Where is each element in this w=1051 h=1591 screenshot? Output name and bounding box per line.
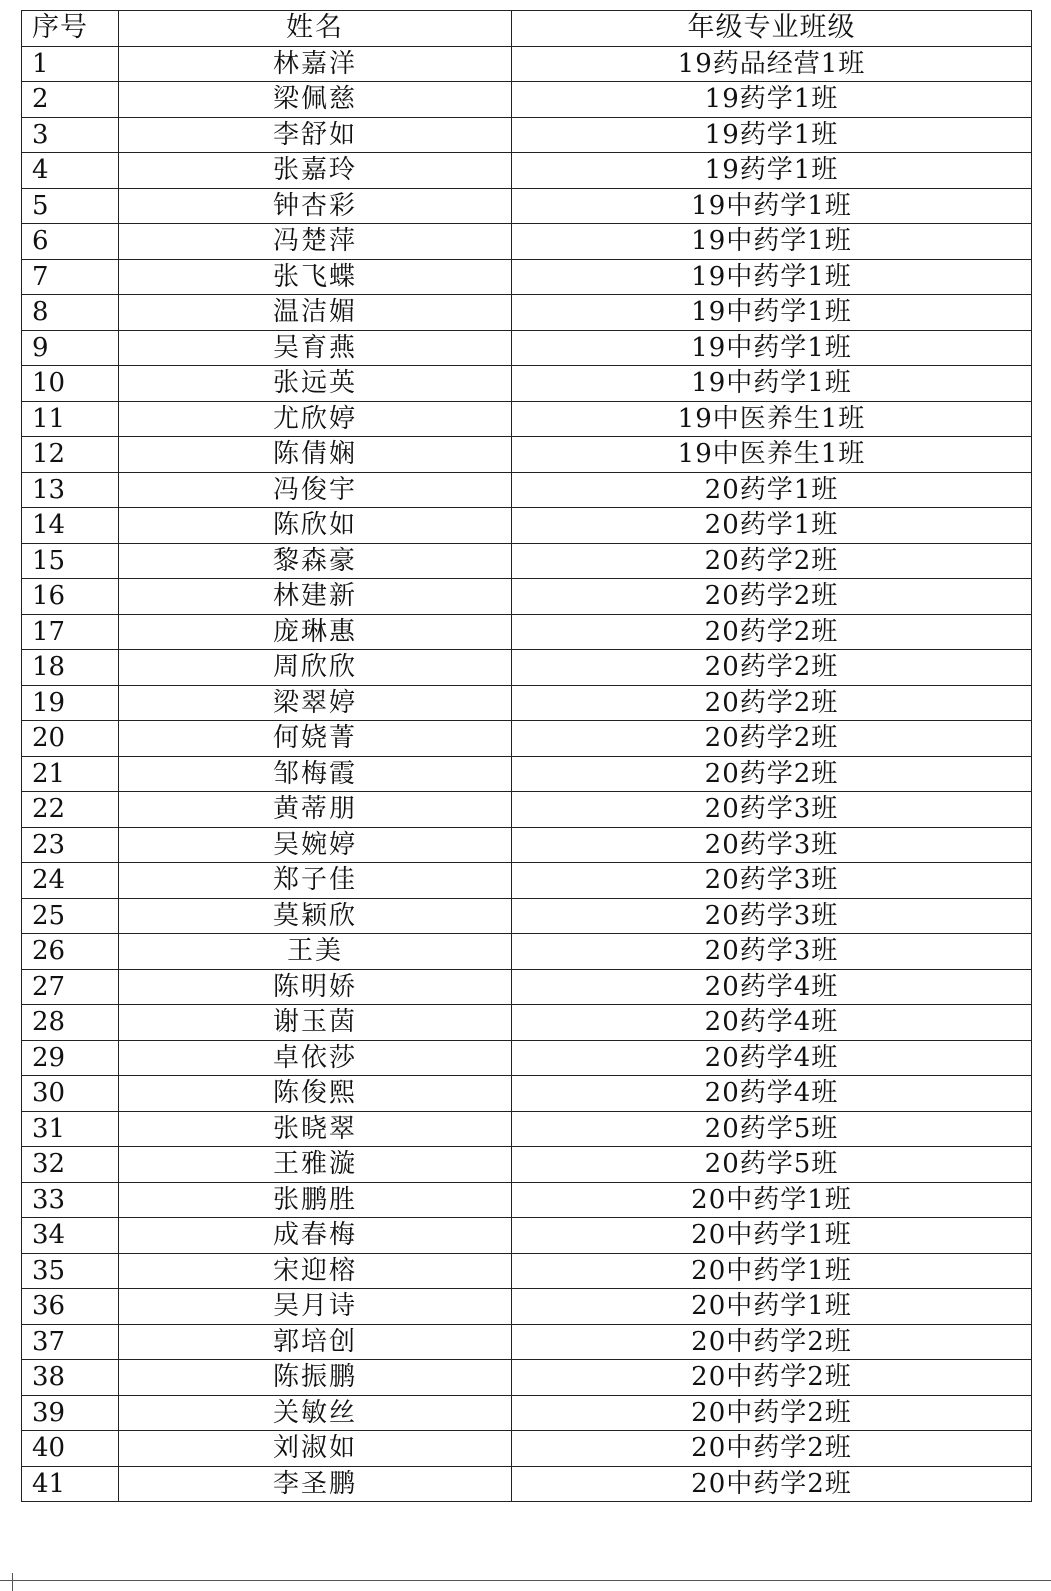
header-index: 序号	[22, 11, 119, 47]
table-row	[22, 969, 1032, 1005]
row-index-cell: 1	[22, 46, 119, 82]
row-index-cell: 3	[22, 117, 119, 153]
row-index-cell: 33	[22, 1182, 119, 1218]
table-row	[22, 82, 1032, 118]
table-row	[22, 153, 1032, 189]
row-name-cell: 黄蒂朋	[119, 792, 512, 828]
table-row	[22, 259, 1032, 295]
table-row	[22, 1431, 1032, 1467]
row-class-cell: 20中药学2班	[512, 1324, 1032, 1360]
table-row	[22, 295, 1032, 331]
page-bottom-rule	[0, 1580, 1051, 1581]
row-name-cell: 关敏丝	[119, 1395, 512, 1431]
row-class-cell: 20中药学2班	[512, 1431, 1032, 1467]
row-class-cell: 19药学1班	[512, 82, 1032, 118]
row-index-cell: 24	[22, 863, 119, 899]
table-row	[22, 1360, 1032, 1396]
row-name-cell: 林嘉洋	[119, 46, 512, 82]
row-index-cell: 30	[22, 1076, 119, 1112]
row-index-cell: 39	[22, 1395, 119, 1431]
row-class-cell: 19中药学1班	[512, 224, 1032, 260]
row-class-cell: 20中药学1班	[512, 1289, 1032, 1325]
table-row	[22, 685, 1032, 721]
row-name-cell: 莫颖欣	[119, 898, 512, 934]
table-row	[22, 224, 1032, 260]
row-name-cell: 张嘉玲	[119, 153, 512, 189]
row-name-cell: 郑子佳	[119, 863, 512, 899]
row-class-cell: 20药学4班	[512, 1005, 1032, 1041]
row-class-cell: 19中药学1班	[512, 366, 1032, 402]
row-index-cell: 15	[22, 543, 119, 579]
row-name-cell: 张晓翠	[119, 1111, 512, 1147]
row-index-cell: 26	[22, 934, 119, 970]
row-index-cell: 20	[22, 721, 119, 757]
row-index-cell: 25	[22, 898, 119, 934]
row-class-cell: 20药学3班	[512, 934, 1032, 970]
row-name-cell: 梁佩慈	[119, 82, 512, 118]
row-class-cell: 20药学1班	[512, 508, 1032, 544]
row-index-cell: 28	[22, 1005, 119, 1041]
row-index-cell: 8	[22, 295, 119, 331]
row-class-cell: 20中药学1班	[512, 1182, 1032, 1218]
row-class-cell: 20药学4班	[512, 1076, 1032, 1112]
row-name-cell: 谢玉茵	[119, 1005, 512, 1041]
row-class-cell: 20药学2班	[512, 685, 1032, 721]
table-row	[22, 508, 1032, 544]
row-index-cell: 41	[22, 1466, 119, 1502]
row-name-cell: 陈明娇	[119, 969, 512, 1005]
row-name-cell: 陈倩娴	[119, 437, 512, 473]
table-row	[22, 1182, 1032, 1218]
row-class-cell: 20药学5班	[512, 1147, 1032, 1183]
row-name-cell: 张鹏胜	[119, 1182, 512, 1218]
row-name-cell: 吴育燕	[119, 330, 512, 366]
row-name-cell: 冯楚萍	[119, 224, 512, 260]
table-row	[22, 543, 1032, 579]
row-index-cell: 38	[22, 1360, 119, 1396]
table-row	[22, 46, 1032, 82]
table-row	[22, 1076, 1032, 1112]
row-class-cell: 20药学5班	[512, 1111, 1032, 1147]
row-class-cell: 20中药学2班	[512, 1360, 1032, 1396]
row-name-cell: 冯俊宇	[119, 472, 512, 508]
row-class-cell: 19中医养生1班	[512, 401, 1032, 437]
table-row	[22, 614, 1032, 650]
row-name-cell: 郭培创	[119, 1324, 512, 1360]
table-row	[22, 117, 1032, 153]
row-index-cell: 2	[22, 82, 119, 118]
row-index-cell: 6	[22, 224, 119, 260]
row-class-cell: 19中药学1班	[512, 188, 1032, 224]
table-row	[22, 1147, 1032, 1183]
table-row	[22, 756, 1032, 792]
row-index-cell: 40	[22, 1431, 119, 1467]
row-class-cell: 20药学3班	[512, 898, 1032, 934]
row-name-cell: 陈俊熙	[119, 1076, 512, 1112]
row-class-cell: 20药学2班	[512, 579, 1032, 615]
row-class-cell: 20药学3班	[512, 792, 1032, 828]
row-index-cell: 27	[22, 969, 119, 1005]
row-class-cell: 20中药学2班	[512, 1466, 1032, 1502]
table-row	[22, 472, 1032, 508]
row-index-cell: 14	[22, 508, 119, 544]
table-row	[22, 1324, 1032, 1360]
row-index-cell: 16	[22, 579, 119, 615]
table-row	[22, 188, 1032, 224]
row-index-cell: 12	[22, 437, 119, 473]
table-row	[22, 650, 1032, 686]
row-index-cell: 34	[22, 1218, 119, 1254]
row-name-cell: 吴月诗	[119, 1289, 512, 1325]
row-class-cell: 20药学1班	[512, 472, 1032, 508]
row-index-cell: 13	[22, 472, 119, 508]
row-class-cell: 20药学2班	[512, 650, 1032, 686]
table-row	[22, 1289, 1032, 1325]
table-row	[22, 401, 1032, 437]
row-index-cell: 36	[22, 1289, 119, 1325]
table-row	[22, 1005, 1032, 1041]
table-row	[22, 721, 1032, 757]
row-class-cell: 20中药学1班	[512, 1253, 1032, 1289]
row-class-cell: 20药学2班	[512, 721, 1032, 757]
row-index-cell: 18	[22, 650, 119, 686]
row-name-cell: 周欣欣	[119, 650, 512, 686]
row-name-cell: 邹梅霞	[119, 756, 512, 792]
row-name-cell: 宋迎榕	[119, 1253, 512, 1289]
row-class-cell: 20药学2班	[512, 614, 1032, 650]
row-name-cell: 李舒如	[119, 117, 512, 153]
table-row	[22, 437, 1032, 473]
row-name-cell: 陈振鹏	[119, 1360, 512, 1396]
row-index-cell: 7	[22, 259, 119, 295]
table-row	[22, 934, 1032, 970]
row-index-cell: 32	[22, 1147, 119, 1183]
row-class-cell: 19药学1班	[512, 153, 1032, 189]
row-index-cell: 29	[22, 1040, 119, 1076]
table-row	[22, 898, 1032, 934]
row-class-cell: 20药学2班	[512, 543, 1032, 579]
row-name-cell: 梁翠婷	[119, 685, 512, 721]
table-row	[22, 1395, 1032, 1431]
row-name-cell: 王雅漩	[119, 1147, 512, 1183]
row-class-cell: 20药学3班	[512, 827, 1032, 863]
row-class-cell: 20中药学2班	[512, 1395, 1032, 1431]
row-name-cell: 黎森豪	[119, 543, 512, 579]
table-row	[22, 863, 1032, 899]
table-row	[22, 1466, 1032, 1502]
row-name-cell: 陈欣如	[119, 508, 512, 544]
row-name-cell: 张远英	[119, 366, 512, 402]
row-index-cell: 19	[22, 685, 119, 721]
row-name-cell: 庞琳惠	[119, 614, 512, 650]
row-class-cell: 19药学1班	[512, 117, 1032, 153]
row-name-cell: 尤欣婷	[119, 401, 512, 437]
row-class-cell: 20药学4班	[512, 969, 1032, 1005]
row-name-cell: 李圣鹏	[119, 1466, 512, 1502]
row-index-cell: 10	[22, 366, 119, 402]
table-row	[22, 1253, 1032, 1289]
row-name-cell: 钟杏彩	[119, 188, 512, 224]
table-row	[22, 579, 1032, 615]
row-index-cell: 9	[22, 330, 119, 366]
table-row	[22, 1218, 1032, 1254]
row-index-cell: 31	[22, 1111, 119, 1147]
row-name-cell: 温洁媚	[119, 295, 512, 331]
table-row	[22, 1111, 1032, 1147]
table-row	[22, 366, 1032, 402]
row-index-cell: 23	[22, 827, 119, 863]
row-name-cell: 吴婉婷	[119, 827, 512, 863]
row-class-cell: 20药学3班	[512, 863, 1032, 899]
row-class-cell: 19药品经营1班	[512, 46, 1032, 82]
table-row	[22, 827, 1032, 863]
table-row	[22, 792, 1032, 828]
table-row	[22, 1040, 1032, 1076]
row-index-cell: 37	[22, 1324, 119, 1360]
row-index-cell: 4	[22, 153, 119, 189]
row-name-cell: 林建新	[119, 579, 512, 615]
table-body	[22, 46, 1032, 1502]
header-class: 年级专业班级	[512, 11, 1032, 47]
row-index-cell: 35	[22, 1253, 119, 1289]
header-row	[22, 11, 1032, 47]
row-class-cell: 20药学2班	[512, 756, 1032, 792]
table-row	[22, 330, 1032, 366]
row-index-cell: 21	[22, 756, 119, 792]
page-corner-mark	[12, 1573, 13, 1591]
row-class-cell: 19中药学1班	[512, 259, 1032, 295]
header-name: 姓名	[119, 11, 512, 47]
row-class-cell: 20中药学1班	[512, 1218, 1032, 1254]
row-index-cell: 22	[22, 792, 119, 828]
row-class-cell: 19中医养生1班	[512, 437, 1032, 473]
row-class-cell: 19中药学1班	[512, 295, 1032, 331]
row-class-cell: 19中药学1班	[512, 330, 1032, 366]
row-index-cell: 11	[22, 401, 119, 437]
row-name-cell: 何娆菁	[119, 721, 512, 757]
row-name-cell: 成春梅	[119, 1218, 512, 1254]
row-name-cell: 卓依莎	[119, 1040, 512, 1076]
row-index-cell: 17	[22, 614, 119, 650]
row-name-cell: 刘淑如	[119, 1431, 512, 1467]
row-name-cell: 王美	[119, 934, 512, 970]
row-class-cell: 20药学4班	[512, 1040, 1032, 1076]
row-name-cell: 张飞蝶	[119, 259, 512, 295]
row-index-cell: 5	[22, 188, 119, 224]
roster-table	[21, 10, 1032, 1502]
